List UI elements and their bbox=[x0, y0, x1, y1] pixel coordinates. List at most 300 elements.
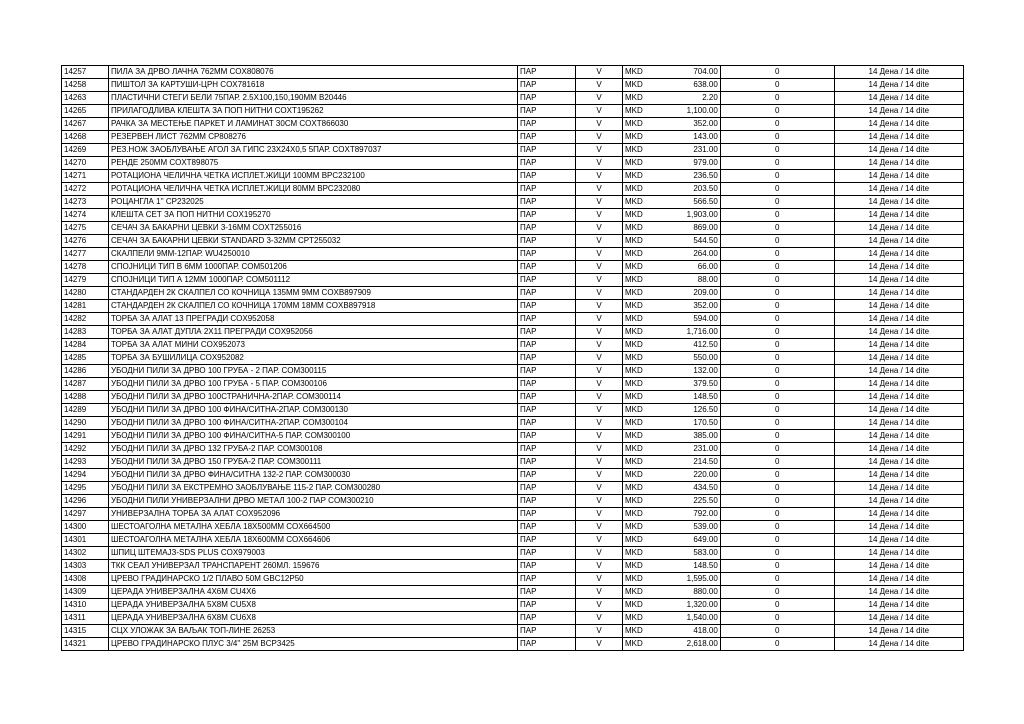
currency-cell: MKD bbox=[623, 404, 645, 417]
item-code-cell: 14284 bbox=[62, 339, 109, 352]
unit-cell: ПАР bbox=[518, 612, 576, 625]
item-code-cell: 14292 bbox=[62, 443, 109, 456]
item-description-cell: СЕЧАЧ ЗА БАКАРНИ ЦЕВКИ 3-16ММ COXT255016 bbox=[109, 222, 518, 235]
delivery-time-cell: 14 Дена / 14 dite bbox=[834, 79, 963, 92]
price-cell: 148.50 bbox=[645, 560, 721, 573]
v-flag-cell: V bbox=[576, 378, 623, 391]
price-cell: 264.00 bbox=[645, 248, 721, 261]
price-cell: 352.00 bbox=[645, 300, 721, 313]
currency-cell: MKD bbox=[623, 625, 645, 638]
table-row bbox=[62, 456, 964, 469]
table-row bbox=[62, 417, 964, 430]
item-code-cell: 14321 bbox=[62, 638, 109, 651]
price-cell: 1,100.00 bbox=[645, 105, 721, 118]
v-flag-cell: V bbox=[576, 209, 623, 222]
delivery-time-cell: 14 Дена / 14 dite bbox=[834, 209, 963, 222]
currency-cell: MKD bbox=[623, 287, 645, 300]
item-code-cell: 14294 bbox=[62, 469, 109, 482]
table-row bbox=[62, 248, 964, 261]
item-code-cell: 14303 bbox=[62, 560, 109, 573]
v-flag-cell: V bbox=[576, 326, 623, 339]
item-description-cell: РОТАЦИОНА ЧЕЛИЧНА ЧЕТКА ИСПЛЕТ.ЖИЦИ 100ММ BPC232100 bbox=[109, 170, 518, 183]
quantity-cell: 0 bbox=[720, 586, 834, 599]
item-code-cell: 14289 bbox=[62, 404, 109, 417]
quantity-cell: 0 bbox=[720, 339, 834, 352]
item-code-cell: 14315 bbox=[62, 625, 109, 638]
v-flag-cell: V bbox=[576, 599, 623, 612]
item-description-cell: ЦЕРАДА УНИВЕРЗАЛНА 5X8М CU5X8 bbox=[109, 599, 518, 612]
item-code-cell: 14293 bbox=[62, 456, 109, 469]
unit-cell: ПАР bbox=[518, 313, 576, 326]
table-row bbox=[62, 495, 964, 508]
delivery-time-cell: 14 Дена / 14 dite bbox=[834, 599, 963, 612]
item-code-cell: 14290 bbox=[62, 417, 109, 430]
unit-cell: ПАР bbox=[518, 79, 576, 92]
currency-cell: MKD bbox=[623, 157, 645, 170]
v-flag-cell: V bbox=[576, 521, 623, 534]
item-description-cell: ЦЕРАДА УНИВЕРЗАЛНА 4X6М CU4X6 bbox=[109, 586, 518, 599]
price-cell: 225.50 bbox=[645, 495, 721, 508]
item-code-cell: 14311 bbox=[62, 612, 109, 625]
currency-cell: MKD bbox=[623, 222, 645, 235]
v-flag-cell: V bbox=[576, 456, 623, 469]
currency-cell: MKD bbox=[623, 560, 645, 573]
price-cell: 412.50 bbox=[645, 339, 721, 352]
table-body bbox=[62, 66, 964, 651]
table-row bbox=[62, 560, 964, 573]
v-flag-cell: V bbox=[576, 404, 623, 417]
unit-cell: ПАР bbox=[518, 66, 576, 79]
delivery-time-cell: 14 Дена / 14 dite bbox=[834, 196, 963, 209]
delivery-time-cell: 14 Дена / 14 dite bbox=[834, 66, 963, 79]
item-description-cell: УБОДНИ ПИЛИ ЗА ДРВО 100 ФИНА/СИТНА-5 ПАР. COM300100 bbox=[109, 430, 518, 443]
currency-cell: MKD bbox=[623, 599, 645, 612]
table-row bbox=[62, 170, 964, 183]
unit-cell: ПАР bbox=[518, 339, 576, 352]
price-cell: 1,595.00 bbox=[645, 573, 721, 586]
price-cell: 638.00 bbox=[645, 79, 721, 92]
unit-cell: ПАР bbox=[518, 365, 576, 378]
delivery-time-cell: 14 Дена / 14 dite bbox=[834, 391, 963, 404]
item-description-cell: ЦРЕВО ГРАДИНАРСКО ПЛУС 3/4'' 25М BCP3425 bbox=[109, 638, 518, 651]
v-flag-cell: V bbox=[576, 196, 623, 209]
item-description-cell: УБОДНИ ПИЛИ ЗА ДРВО ФИНА/СИТНА 132-2 ПАР. COM300030 bbox=[109, 469, 518, 482]
price-cell: 566.50 bbox=[645, 196, 721, 209]
table-row bbox=[62, 196, 964, 209]
currency-cell: MKD bbox=[623, 196, 645, 209]
unit-cell: ПАР bbox=[518, 573, 576, 586]
quantity-cell: 0 bbox=[720, 521, 834, 534]
v-flag-cell: V bbox=[576, 144, 623, 157]
quantity-cell: 0 bbox=[720, 638, 834, 651]
item-code-cell: 14278 bbox=[62, 261, 109, 274]
v-flag-cell: V bbox=[576, 300, 623, 313]
table-row bbox=[62, 508, 964, 521]
table-row bbox=[62, 300, 964, 313]
item-description-cell: ПИЛА ЗА ДРВО ЛАЧНА 762ММ COX808076 bbox=[109, 66, 518, 79]
unit-cell: ПАР bbox=[518, 638, 576, 651]
item-description-cell: СКАЛПЕЛИ 9ММ-12ПАР. WU4250010 bbox=[109, 248, 518, 261]
table-row bbox=[62, 326, 964, 339]
unit-cell: ПАР bbox=[518, 547, 576, 560]
unit-cell: ПАР bbox=[518, 482, 576, 495]
unit-cell: ПАР bbox=[518, 378, 576, 391]
currency-cell: MKD bbox=[623, 547, 645, 560]
unit-cell: ПАР bbox=[518, 248, 576, 261]
item-description-cell: УБОДНИ ПИЛИ ЗА ДРВО 150 ГРУБА-2 ПАР. COM300111 bbox=[109, 456, 518, 469]
price-cell: 148.50 bbox=[645, 391, 721, 404]
currency-cell: MKD bbox=[623, 92, 645, 105]
delivery-time-cell: 14 Дена / 14 dite bbox=[834, 222, 963, 235]
currency-cell: MKD bbox=[623, 495, 645, 508]
quantity-cell: 0 bbox=[720, 534, 834, 547]
item-description-cell: УБОДНИ ПИЛИ УНИВЕРЗАЛНИ ДРВО МЕТАЛ 100-2 ПАР COM300210 bbox=[109, 495, 518, 508]
delivery-time-cell: 14 Дена / 14 dite bbox=[834, 430, 963, 443]
unit-cell: ПАР bbox=[518, 300, 576, 313]
price-cell: 231.00 bbox=[645, 443, 721, 456]
price-cell: 544.50 bbox=[645, 235, 721, 248]
unit-cell: ПАР bbox=[518, 170, 576, 183]
quantity-cell: 0 bbox=[720, 261, 834, 274]
item-description-cell: ПЛАСТИЧНИ СТЕГИ БЕЛИ 75ПАР. 2.5X100,150,190ММ B20446 bbox=[109, 92, 518, 105]
quantity-cell: 0 bbox=[720, 235, 834, 248]
item-code-cell: 14291 bbox=[62, 430, 109, 443]
unit-cell: ПАР bbox=[518, 625, 576, 638]
price-cell: 1,903.00 bbox=[645, 209, 721, 222]
delivery-time-cell: 14 Дена / 14 dite bbox=[834, 170, 963, 183]
item-description-cell: СПОЈНИЦИ ТИП В 6ММ 1000ПАР. COM501206 bbox=[109, 261, 518, 274]
currency-cell: MKD bbox=[623, 274, 645, 287]
quantity-cell: 0 bbox=[720, 105, 834, 118]
quantity-cell: 0 bbox=[720, 326, 834, 339]
delivery-time-cell: 14 Дена / 14 dite bbox=[834, 404, 963, 417]
currency-cell: MKD bbox=[623, 339, 645, 352]
table-row bbox=[62, 638, 964, 651]
currency-cell: MKD bbox=[623, 482, 645, 495]
v-flag-cell: V bbox=[576, 625, 623, 638]
quantity-cell: 0 bbox=[720, 404, 834, 417]
item-code-cell: 14277 bbox=[62, 248, 109, 261]
table-row bbox=[62, 612, 964, 625]
unit-cell: ПАР bbox=[518, 144, 576, 157]
v-flag-cell: V bbox=[576, 573, 623, 586]
table-row bbox=[62, 92, 964, 105]
unit-cell: ПАР bbox=[518, 521, 576, 534]
v-flag-cell: V bbox=[576, 222, 623, 235]
delivery-time-cell: 14 Дена / 14 dite bbox=[834, 326, 963, 339]
unit-cell: ПАР bbox=[518, 417, 576, 430]
table-row bbox=[62, 521, 964, 534]
v-flag-cell: V bbox=[576, 131, 623, 144]
table-row bbox=[62, 573, 964, 586]
item-description-cell: УБОДНИ ПИЛИ ЗА ДРВО 100 ГРУБА - 2 ПАР. COM300115 bbox=[109, 365, 518, 378]
quantity-cell: 0 bbox=[720, 456, 834, 469]
delivery-time-cell: 14 Дена / 14 dite bbox=[834, 144, 963, 157]
delivery-time-cell: 14 Дена / 14 dite bbox=[834, 573, 963, 586]
delivery-time-cell: 14 Дена / 14 dite bbox=[834, 105, 963, 118]
table-row bbox=[62, 105, 964, 118]
item-description-cell: ЦЕРАДА УНИВЕРЗАЛНА 6X8М CU6X8 bbox=[109, 612, 518, 625]
price-cell: 550.00 bbox=[645, 352, 721, 365]
delivery-time-cell: 14 Дена / 14 dite bbox=[834, 482, 963, 495]
currency-cell: MKD bbox=[623, 144, 645, 157]
currency-cell: MKD bbox=[623, 66, 645, 79]
delivery-time-cell: 14 Дена / 14 dite bbox=[834, 235, 963, 248]
quantity-cell: 0 bbox=[720, 144, 834, 157]
item-description-cell: ТОРБА ЗА БУШИЛИЦА COX952082 bbox=[109, 352, 518, 365]
unit-cell: ПАР bbox=[518, 105, 576, 118]
unit-cell: ПАР bbox=[518, 586, 576, 599]
unit-cell: ПАР bbox=[518, 131, 576, 144]
currency-cell: MKD bbox=[623, 326, 645, 339]
table-row bbox=[62, 482, 964, 495]
currency-cell: MKD bbox=[623, 456, 645, 469]
price-cell: 66.00 bbox=[645, 261, 721, 274]
quantity-cell: 0 bbox=[720, 560, 834, 573]
unit-cell: ПАР bbox=[518, 391, 576, 404]
v-flag-cell: V bbox=[576, 339, 623, 352]
quantity-cell: 0 bbox=[720, 612, 834, 625]
delivery-time-cell: 14 Дена / 14 dite bbox=[834, 92, 963, 105]
price-cell: 88.00 bbox=[645, 274, 721, 287]
v-flag-cell: V bbox=[576, 443, 623, 456]
table-row bbox=[62, 118, 964, 131]
table-row bbox=[62, 404, 964, 417]
v-flag-cell: V bbox=[576, 274, 623, 287]
unit-cell: ПАР bbox=[518, 118, 576, 131]
quantity-cell: 0 bbox=[720, 482, 834, 495]
unit-cell: ПАР bbox=[518, 495, 576, 508]
quantity-cell: 0 bbox=[720, 573, 834, 586]
item-description-cell: ПИШТОЛ ЗА КАРТУШИ-ЦРН COX781618 bbox=[109, 79, 518, 92]
price-cell: 220.00 bbox=[645, 469, 721, 482]
unit-cell: ПАР bbox=[518, 326, 576, 339]
delivery-time-cell: 14 Дена / 14 dite bbox=[834, 638, 963, 651]
unit-cell: ПАР bbox=[518, 508, 576, 521]
quantity-cell: 0 bbox=[720, 300, 834, 313]
item-code-cell: 14285 bbox=[62, 352, 109, 365]
table-row bbox=[62, 469, 964, 482]
table-row bbox=[62, 209, 964, 222]
currency-cell: MKD bbox=[623, 638, 645, 651]
delivery-time-cell: 14 Дена / 14 dite bbox=[834, 560, 963, 573]
quantity-cell: 0 bbox=[720, 209, 834, 222]
quantity-cell: 0 bbox=[720, 469, 834, 482]
currency-cell: MKD bbox=[623, 352, 645, 365]
delivery-time-cell: 14 Дена / 14 dite bbox=[834, 508, 963, 521]
price-cell: 434.50 bbox=[645, 482, 721, 495]
table-row bbox=[62, 365, 964, 378]
v-flag-cell: V bbox=[576, 547, 623, 560]
price-cell: 214.50 bbox=[645, 456, 721, 469]
currency-cell: MKD bbox=[623, 430, 645, 443]
price-cell: 1,716.00 bbox=[645, 326, 721, 339]
v-flag-cell: V bbox=[576, 586, 623, 599]
v-flag-cell: V bbox=[576, 482, 623, 495]
item-code-cell: 14309 bbox=[62, 586, 109, 599]
delivery-time-cell: 14 Дена / 14 dite bbox=[834, 339, 963, 352]
item-code-cell: 14280 bbox=[62, 287, 109, 300]
delivery-time-cell: 14 Дена / 14 dite bbox=[834, 456, 963, 469]
price-list-table bbox=[61, 65, 964, 651]
item-description-cell: ЦРЕВО ГРАДИНАРСКО 1/2 ПЛАВО 50М GBC12P50 bbox=[109, 573, 518, 586]
delivery-time-cell: 14 Дена / 14 dite bbox=[834, 586, 963, 599]
quantity-cell: 0 bbox=[720, 248, 834, 261]
item-code-cell: 14279 bbox=[62, 274, 109, 287]
quantity-cell: 0 bbox=[720, 313, 834, 326]
delivery-time-cell: 14 Дена / 14 dite bbox=[834, 183, 963, 196]
delivery-time-cell: 14 Дена / 14 dite bbox=[834, 157, 963, 170]
item-code-cell: 14258 bbox=[62, 79, 109, 92]
item-code-cell: 14287 bbox=[62, 378, 109, 391]
item-code-cell: 14297 bbox=[62, 508, 109, 521]
item-description-cell: УНИВЕРЗАЛНА ТОРБА ЗА АЛАТ COX952096 bbox=[109, 508, 518, 521]
unit-cell: ПАР bbox=[518, 430, 576, 443]
v-flag-cell: V bbox=[576, 638, 623, 651]
quantity-cell: 0 bbox=[720, 274, 834, 287]
delivery-time-cell: 14 Дена / 14 dite bbox=[834, 365, 963, 378]
price-cell: 704.00 bbox=[645, 66, 721, 79]
delivery-time-cell: 14 Дена / 14 dite bbox=[834, 261, 963, 274]
price-cell: 209.00 bbox=[645, 287, 721, 300]
delivery-time-cell: 14 Дена / 14 dite bbox=[834, 443, 963, 456]
table-row bbox=[62, 222, 964, 235]
price-cell: 352.00 bbox=[645, 118, 721, 131]
currency-cell: MKD bbox=[623, 443, 645, 456]
price-cell: 869.00 bbox=[645, 222, 721, 235]
currency-cell: MKD bbox=[623, 534, 645, 547]
table-row bbox=[62, 313, 964, 326]
item-code-cell: 14310 bbox=[62, 599, 109, 612]
currency-cell: MKD bbox=[623, 79, 645, 92]
item-code-cell: 14296 bbox=[62, 495, 109, 508]
item-description-cell: ТКК СЕАЛ УНИВЕРЗАЛ ТРАНСПАРЕНТ 260МЛ. 159676 bbox=[109, 560, 518, 573]
currency-cell: MKD bbox=[623, 586, 645, 599]
delivery-time-cell: 14 Дена / 14 dite bbox=[834, 417, 963, 430]
quantity-cell: 0 bbox=[720, 495, 834, 508]
table-row bbox=[62, 599, 964, 612]
item-description-cell: РЕЗЕРВЕН ЛИСТ 762ММ CP808276 bbox=[109, 131, 518, 144]
item-code-cell: 14271 bbox=[62, 170, 109, 183]
item-code-cell: 14270 bbox=[62, 157, 109, 170]
currency-cell: MKD bbox=[623, 209, 645, 222]
currency-cell: MKD bbox=[623, 118, 645, 131]
price-cell: 880.00 bbox=[645, 586, 721, 599]
v-flag-cell: V bbox=[576, 66, 623, 79]
delivery-time-cell: 14 Дена / 14 dite bbox=[834, 300, 963, 313]
currency-cell: MKD bbox=[623, 248, 645, 261]
item-description-cell: ПРИЛАГОДЛИВА КЛЕШТА ЗА ПОП НИТНИ COXT195262 bbox=[109, 105, 518, 118]
quantity-cell: 0 bbox=[720, 170, 834, 183]
currency-cell: MKD bbox=[623, 469, 645, 482]
delivery-time-cell: 14 Дена / 14 dite bbox=[834, 612, 963, 625]
price-cell: 979.00 bbox=[645, 157, 721, 170]
v-flag-cell: V bbox=[576, 261, 623, 274]
currency-cell: MKD bbox=[623, 313, 645, 326]
v-flag-cell: V bbox=[576, 235, 623, 248]
unit-cell: ПАР bbox=[518, 222, 576, 235]
quantity-cell: 0 bbox=[720, 378, 834, 391]
price-cell: 2.20 bbox=[645, 92, 721, 105]
currency-cell: MKD bbox=[623, 521, 645, 534]
item-code-cell: 14274 bbox=[62, 209, 109, 222]
item-description-cell: ТОРБА ЗА АЛАТ ДУПЛА 2X11 ПРЕГРАДИ COX952056 bbox=[109, 326, 518, 339]
unit-cell: ПАР bbox=[518, 274, 576, 287]
currency-cell: MKD bbox=[623, 391, 645, 404]
v-flag-cell: V bbox=[576, 170, 623, 183]
quantity-cell: 0 bbox=[720, 508, 834, 521]
price-cell: 418.00 bbox=[645, 625, 721, 638]
v-flag-cell: V bbox=[576, 157, 623, 170]
item-code-cell: 14257 bbox=[62, 66, 109, 79]
item-description-cell: ТОРБА ЗА АЛАТ 13 ПРЕГРАДИ COX952058 bbox=[109, 313, 518, 326]
v-flag-cell: V bbox=[576, 105, 623, 118]
delivery-time-cell: 14 Дена / 14 dite bbox=[834, 495, 963, 508]
table-row bbox=[62, 261, 964, 274]
item-code-cell: 14273 bbox=[62, 196, 109, 209]
unit-cell: ПАР bbox=[518, 209, 576, 222]
price-cell: 143.00 bbox=[645, 131, 721, 144]
v-flag-cell: V bbox=[576, 79, 623, 92]
item-code-cell: 14268 bbox=[62, 131, 109, 144]
v-flag-cell: V bbox=[576, 508, 623, 521]
v-flag-cell: V bbox=[576, 612, 623, 625]
currency-cell: MKD bbox=[623, 183, 645, 196]
unit-cell: ПАР bbox=[518, 196, 576, 209]
quantity-cell: 0 bbox=[720, 183, 834, 196]
price-cell: 792.00 bbox=[645, 508, 721, 521]
item-description-cell: СТАНДАРДЕН 2К СКАЛПЕЛ СО КОЧНИЦА 135ММ 9ММ COXB897909 bbox=[109, 287, 518, 300]
item-code-cell: 14288 bbox=[62, 391, 109, 404]
item-description-cell: ШПИЦ ШТЕМАЈЗ-SDS PLUS COX979003 bbox=[109, 547, 518, 560]
delivery-time-cell: 14 Дена / 14 dite bbox=[834, 313, 963, 326]
v-flag-cell: V bbox=[576, 92, 623, 105]
item-description-cell: УБОДНИ ПИЛИ ЗА ДРВО 132 ГРУБА-2 ПАР. COM300108 bbox=[109, 443, 518, 456]
delivery-time-cell: 14 Дена / 14 dite bbox=[834, 352, 963, 365]
quantity-cell: 0 bbox=[720, 430, 834, 443]
price-cell: 583.00 bbox=[645, 547, 721, 560]
quantity-cell: 0 bbox=[720, 157, 834, 170]
table-row bbox=[62, 339, 964, 352]
price-cell: 170.50 bbox=[645, 417, 721, 430]
currency-cell: MKD bbox=[623, 131, 645, 144]
item-description-cell: РОЦАНГЛА 1'' CP232025 bbox=[109, 196, 518, 209]
quantity-cell: 0 bbox=[720, 131, 834, 144]
price-cell: 539.00 bbox=[645, 521, 721, 534]
currency-cell: MKD bbox=[623, 261, 645, 274]
price-cell: 385.00 bbox=[645, 430, 721, 443]
quantity-cell: 0 bbox=[720, 222, 834, 235]
unit-cell: ПАР bbox=[518, 183, 576, 196]
item-description-cell: УБОДНИ ПИЛИ ЗА ДРВО 100 ГРУБА - 5 ПАР. COM300106 bbox=[109, 378, 518, 391]
item-description-cell: УБОДНИ ПИЛИ ЗА ДРВО 100 ФИНА/СИТНА-2ПАР. COM300130 bbox=[109, 404, 518, 417]
delivery-time-cell: 14 Дена / 14 dite bbox=[834, 287, 963, 300]
quantity-cell: 0 bbox=[720, 547, 834, 560]
price-cell: 236.50 bbox=[645, 170, 721, 183]
item-code-cell: 14272 bbox=[62, 183, 109, 196]
item-description-cell: РОТАЦИОНА ЧЕЛИЧНА ЧЕТКА ИСПЛЕТ.ЖИЦИ 80ММ BPC232080 bbox=[109, 183, 518, 196]
table-row bbox=[62, 66, 964, 79]
delivery-time-cell: 14 Дена / 14 dite bbox=[834, 378, 963, 391]
unit-cell: ПАР bbox=[518, 469, 576, 482]
delivery-time-cell: 14 Дена / 14 dite bbox=[834, 547, 963, 560]
quantity-cell: 0 bbox=[720, 79, 834, 92]
item-code-cell: 14265 bbox=[62, 105, 109, 118]
price-cell: 1,320.00 bbox=[645, 599, 721, 612]
table-row bbox=[62, 144, 964, 157]
v-flag-cell: V bbox=[576, 313, 623, 326]
v-flag-cell: V bbox=[576, 417, 623, 430]
